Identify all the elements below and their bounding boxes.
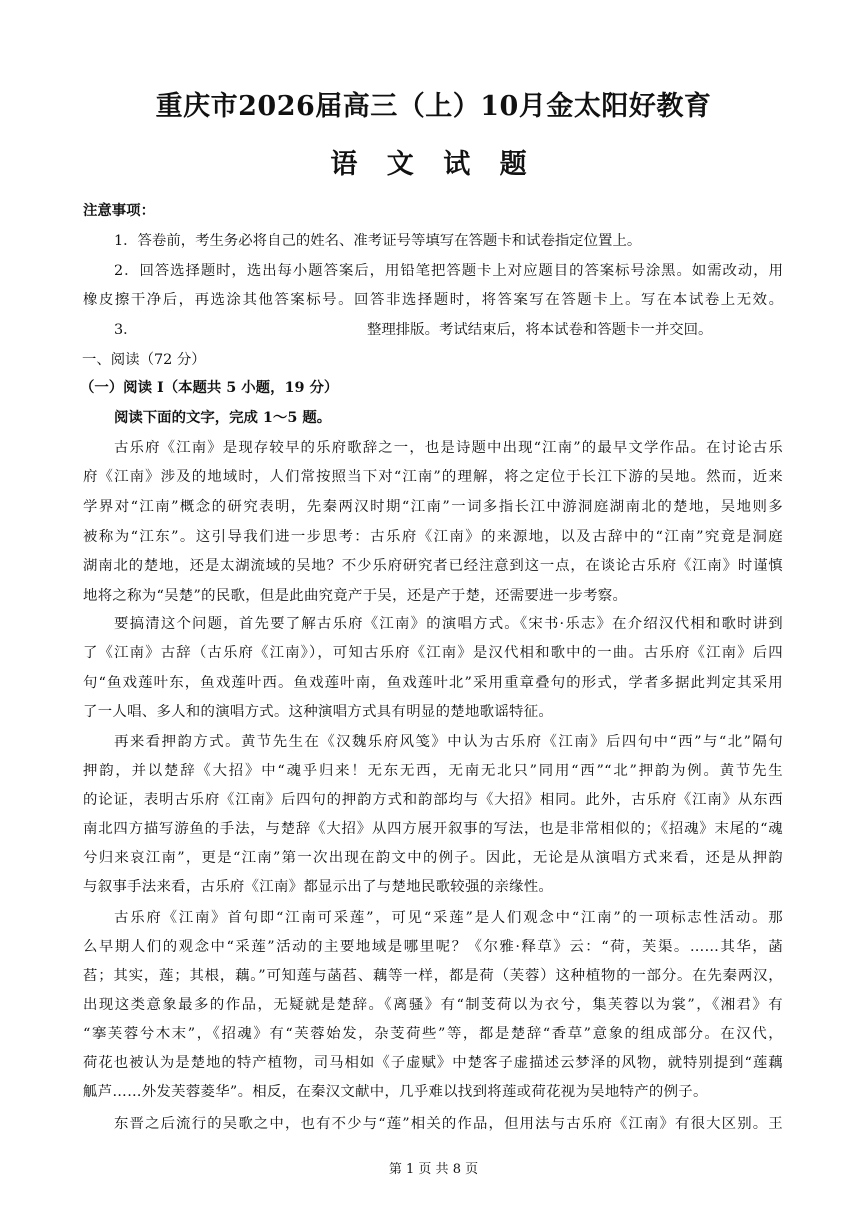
notice-item-3-text: 整理排版。考试结束后，将本试卷和答题卡一并交回。 bbox=[367, 322, 713, 338]
passage-line: 古乐府《江南》首句即“江南可采莲”，可见“采莲”是人们观念中“江南”的一项标志性活动。那 bbox=[114, 910, 783, 926]
passage-line: 湖南北的楚地，还是太湖流域的吴地？不少乐府研究者已经注意到这一点，在谈论古乐府《江南》时谨慎 bbox=[83, 558, 783, 574]
section-subheading: （一）阅读 I（本题共 5 小题，19 分） bbox=[80, 379, 339, 396]
notice-item-2-line-2: 橡皮擦干净后，再选涂其他答案标号。回答非选择题时，将答案写在答题卡上。写在本试卷上无效。 bbox=[83, 292, 783, 308]
passage-line: 东晋之后流行的吴歌之中，也有不少与“莲”相关的作品，但用法与古乐府《江南》有很大区别。王 bbox=[114, 1116, 783, 1132]
passage-line: 觚芦……外发芙蓉菱华”。相反，在秦汉文献中，几乎难以找到将莲或荷花视为吴地特产的例子。 bbox=[83, 1084, 708, 1100]
passage-line: 地将之称为“吴楚”的民歌，但是此曲究竟产于吴，还是产于楚，还需要进一步考察。 bbox=[83, 588, 628, 604]
passage-line: 了一人唱、多人和的演唱方式。这种演唱方式具有明显的楚地歌谣特征。 bbox=[83, 704, 554, 720]
passage-line: 了《江南》古辞（古乐府《江南》），可知古乐府《江南》是汉代相和歌中的一曲。古乐府《江南》后四 bbox=[83, 645, 783, 661]
page-title: 重庆市2026届高三（上）10月金太阳好教育 bbox=[155, 91, 712, 122]
passage-line: 押韵，并以楚辞《大招》中“魂乎归来！无东无西，无南无北只”同用“西”“北”押韵为例。黄节先生 bbox=[83, 763, 783, 779]
passage-line: 出现这类意象最多的作品，无疑就是楚辞。《离骚》有“制芰荷以为衣兮，集芙蓉以为裳”，《湘君》有 bbox=[83, 997, 783, 1013]
passage-line: 么早期人们的观念中“采莲”活动的主要地域是哪里呢？《尔雅·释草》云：“荷，芙渠。……其华，菡 bbox=[83, 939, 783, 955]
section-heading: 一、阅读（72 分） bbox=[82, 352, 206, 368]
passage-line: 南北四方描写游鱼的手法，与楚辞《大招》从四方展开叙事的写法，也是非常相似的；《招魂》末尾的“魂 bbox=[83, 821, 783, 837]
passage-line: 府《江南》涉及的地域时，人们常按照当下对“江南”的理解，将之定位于长江下游的吴地。然而，近来 bbox=[83, 469, 783, 485]
passage-line: 学界对“江南”概念的研究表明，先秦两汉时期“江南”一词多指长江中游洞庭湖南北的楚地，吴地则多 bbox=[83, 499, 783, 515]
passage-line: “搴芙蓉兮木末”，《招魂》有“芙蓉始发，杂芰荷些”等，都是楚辞“香草”意象的组成部分。在汉代， bbox=[83, 1026, 783, 1042]
notice-heading: 注意事项： bbox=[83, 202, 155, 219]
passage-line: 萏；其实，莲；其根，藕。”可知莲与菡萏、藕等一样，都是荷（芙蓉）这种植物的一部分。在先秦两汉， bbox=[83, 968, 783, 984]
passage-line: 句“鱼戏莲叶东，鱼戏莲叶西。鱼戏莲叶南，鱼戏莲叶北”采用重章叠句的形式，学者多据此判定其采用 bbox=[83, 675, 783, 691]
notice-item-1: 1．答卷前，考生务必将自己的姓名、准考证号等填写在答题卡和试卷指定位置上。 bbox=[114, 233, 642, 249]
page-number: 第 1 页 共 8 页 bbox=[388, 1162, 479, 1177]
passage-line: 被称为“江东”。这引导我们进一步思考：古乐府《江南》的来源地，以及古辞中的“江南”究竟是洞庭 bbox=[83, 529, 783, 545]
passage-line: 兮归来哀江南”，更是“江南”第一次出现在韵文中的例子。因此，无论是从演唱方式来看，还是从押韵 bbox=[83, 850, 783, 866]
passage-line: 的论证，表明古乐府《江南》后四句的押韵方式和韵部均与《大招》相同。此外，古乐府《江南》从东西 bbox=[83, 792, 783, 808]
passage-line: 古乐府《江南》是现存较早的乐府歌辞之一，也是诗题中出现“江南”的最早文学作品。在讨论古乐 bbox=[114, 440, 783, 456]
passage-line: 与叙事手法来看，古乐府《江南》都显示出了与楚地民歌较强的亲缘性。 bbox=[83, 879, 554, 895]
passage-line: 要搞清这个问题，首先要了解古乐府《江南》的演唱方式。《宋书·乐志》在介绍汉代相和歌时讲到 bbox=[114, 616, 783, 632]
passage-line: 荷花也被认为是楚地的特产植物，司马相如《子虚赋》中楚客子虚描述云梦泽的风物，就特别提到“莲藕 bbox=[83, 1055, 783, 1071]
notice-item-3-number: 3． bbox=[114, 322, 138, 338]
page-subtitle: 语 文 试 题 bbox=[330, 149, 537, 180]
section-instruction: 阅读下面的文字，完成 1～5 题。 bbox=[114, 409, 332, 426]
passage-line: 再来看押韵方式。黄节先生在《汉魏乐府风笺》中认为古乐府《江南》后四句中“西”与“北”隔句 bbox=[114, 734, 783, 750]
notice-item-2-line-1: 2．回答选择题时，选出每小题答案后，用铅笔把答题卡上对应题目的答案标号涂黑。如需改动，用 bbox=[114, 263, 783, 279]
